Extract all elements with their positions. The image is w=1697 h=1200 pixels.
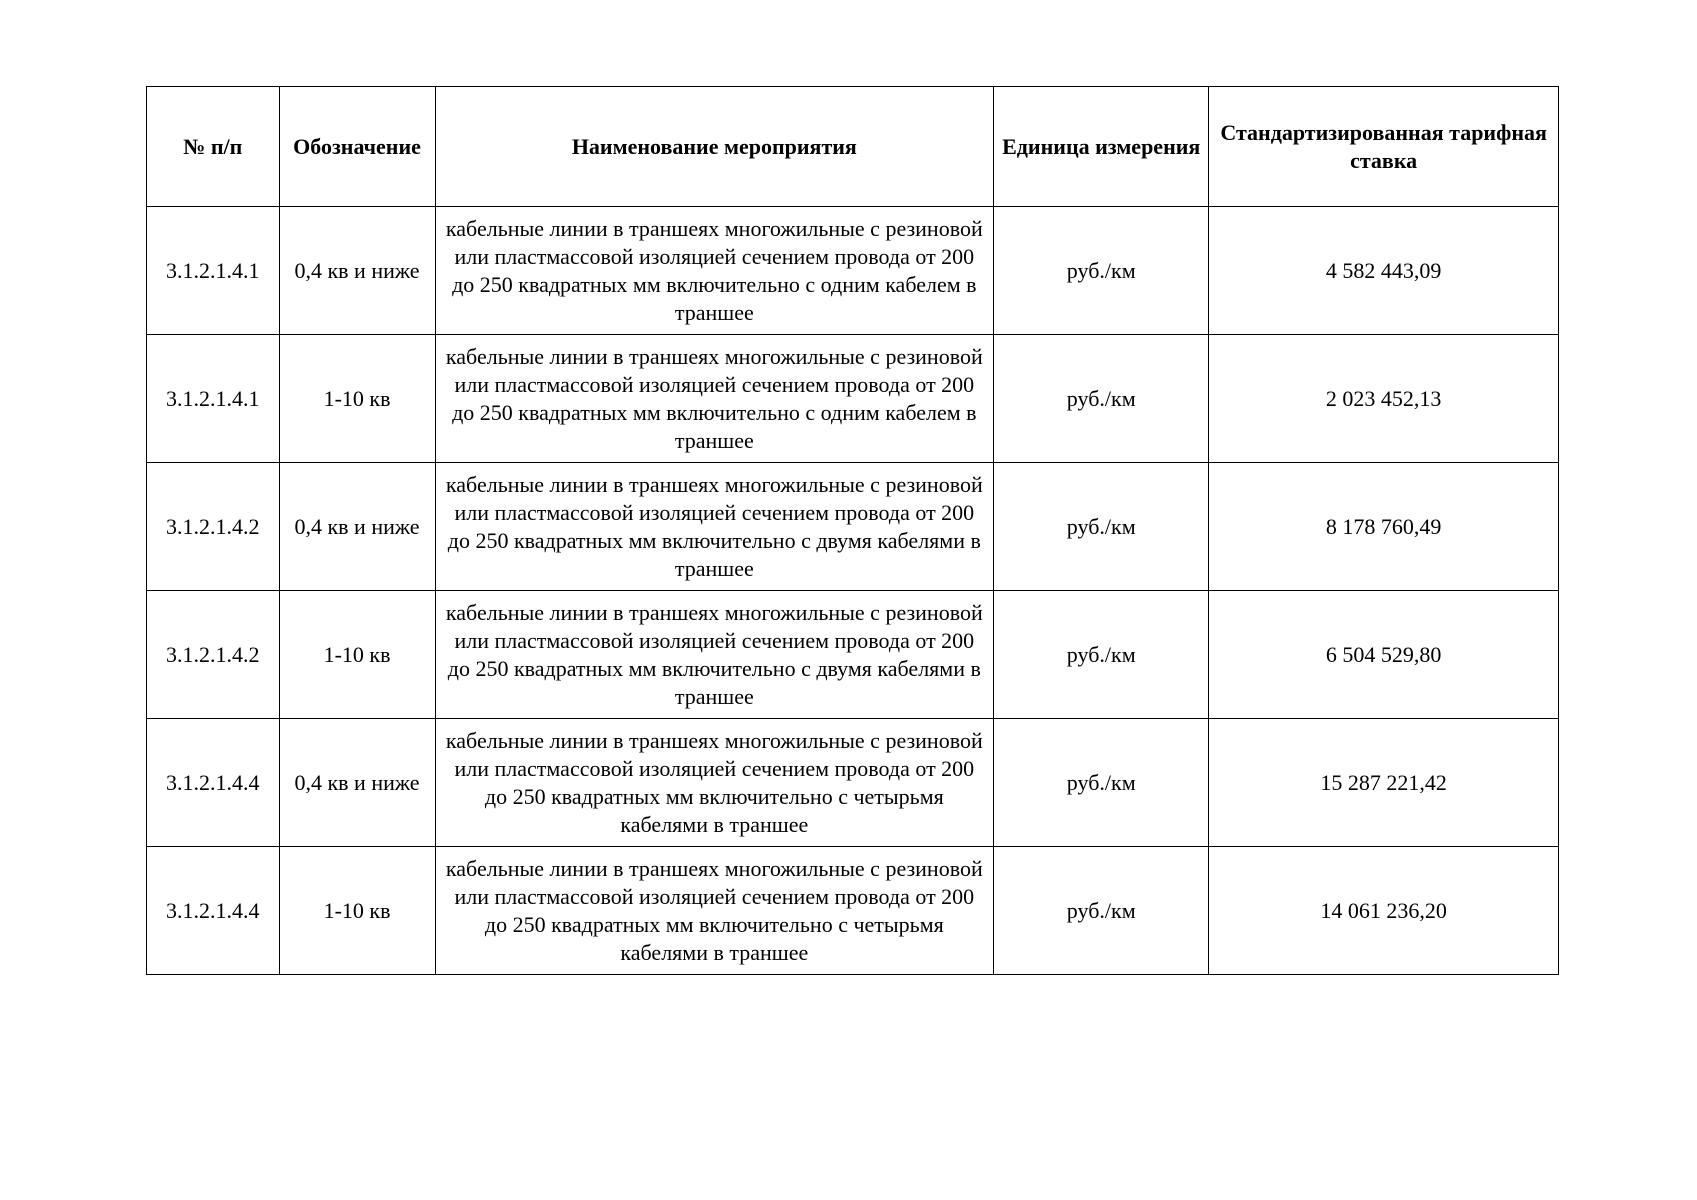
table-row bbox=[147, 463, 1559, 591]
header-designation: Обозначение bbox=[279, 87, 435, 207]
cell-tariff-rate: 14 061 236,20 bbox=[1209, 847, 1559, 975]
cell-designation: 0,4 кв и ниже bbox=[279, 719, 435, 847]
table-row bbox=[147, 207, 1559, 335]
cell-designation: 0,4 кв и ниже bbox=[279, 207, 435, 335]
cell-designation: 1-10 кв bbox=[279, 591, 435, 719]
cell-unit: руб./км bbox=[994, 463, 1209, 591]
header-unit: Единица измерения bbox=[994, 87, 1209, 207]
cell-unit: руб./км bbox=[994, 335, 1209, 463]
cell-number: 3.1.2.1.4.4 bbox=[147, 847, 280, 975]
cell-tariff-rate: 8 178 760,49 bbox=[1209, 463, 1559, 591]
cell-measure-name: кабельные линии в траншеях многожильные с резиновой или пластмассовой изоляцией сечением провода от 200 до 250 квадратных мм включительно с четырьмя кабелями в траншее bbox=[435, 719, 994, 847]
cell-designation: 0,4 кв и ниже bbox=[279, 463, 435, 591]
cell-designation: 1-10 кв bbox=[279, 335, 435, 463]
cell-measure-name: кабельные линии в траншеях многожильные с резиновой или пластмассовой изоляцией сечением провода от 200 до 250 квадратных мм включительно с двумя кабелями в траншее bbox=[435, 591, 994, 719]
cell-designation: 1-10 кв bbox=[279, 847, 435, 975]
cell-measure-name: кабельные линии в траншеях многожильные с резиновой или пластмассовой изоляцией сечением провода от 200 до 250 квадратных мм включительно с одним кабелем в траншее bbox=[435, 207, 994, 335]
cell-measure-name: кабельные линии в траншеях многожильные с резиновой или пластмассовой изоляцией сечением провода от 200 до 250 квадратных мм включительно с двумя кабелями в траншее bbox=[435, 463, 994, 591]
cell-unit: руб./км bbox=[994, 591, 1209, 719]
cell-unit: руб./км bbox=[994, 719, 1209, 847]
cell-number: 3.1.2.1.4.4 bbox=[147, 719, 280, 847]
header-number: № п/п bbox=[147, 87, 280, 207]
table-row bbox=[147, 847, 1559, 975]
tariff-table bbox=[146, 86, 1559, 975]
cell-unit: руб./км bbox=[994, 207, 1209, 335]
cell-tariff-rate: 15 287 221,42 bbox=[1209, 719, 1559, 847]
table-row bbox=[147, 591, 1559, 719]
cell-unit: руб./км bbox=[994, 847, 1209, 975]
cell-number: 3.1.2.1.4.2 bbox=[147, 463, 280, 591]
table-row bbox=[147, 335, 1559, 463]
cell-number: 3.1.2.1.4.1 bbox=[147, 335, 280, 463]
table-header-row bbox=[147, 87, 1559, 207]
cell-measure-name: кабельные линии в траншеях многожильные с резиновой или пластмассовой изоляцией сечением провода от 200 до 250 квадратных мм включительно с четырьмя кабелями в траншее bbox=[435, 847, 994, 975]
cell-tariff-rate: 6 504 529,80 bbox=[1209, 591, 1559, 719]
cell-number: 3.1.2.1.4.1 bbox=[147, 207, 280, 335]
cell-number: 3.1.2.1.4.2 bbox=[147, 591, 280, 719]
cell-tariff-rate: 2 023 452,13 bbox=[1209, 335, 1559, 463]
cell-measure-name: кабельные линии в траншеях многожильные с резиновой или пластмассовой изоляцией сечением провода от 200 до 250 квадратных мм включительно с одним кабелем в траншее bbox=[435, 335, 994, 463]
cell-tariff-rate: 4 582 443,09 bbox=[1209, 207, 1559, 335]
table-row bbox=[147, 719, 1559, 847]
header-tariff-rate: Стандартизированная тарифная ставка bbox=[1209, 87, 1559, 207]
header-measure-name: Наименование мероприятия bbox=[435, 87, 994, 207]
